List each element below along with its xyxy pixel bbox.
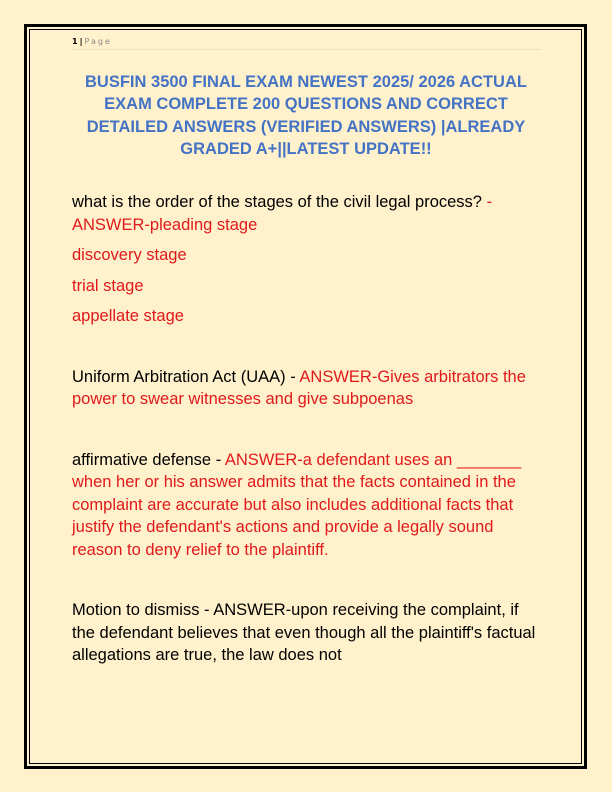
answer-separator: -: [481, 193, 493, 211]
answer-text: ANSWER-upon receiving the complaint, if the defendant believes that even though all the plaintiff's factual allegations are true, the law does not: [72, 601, 536, 664]
qa-item: [72, 449, 542, 562]
answer-line: discovery stage: [72, 246, 187, 264]
question-text: affirmative defense: [72, 450, 212, 469]
answer-line: appellate stage: [72, 307, 184, 325]
answer-line: trial stage: [72, 276, 144, 295]
answer-text: ANSWER-a defendant uses an _______ when her or his answer admits that the facts contained in the complaint are accurate but also includes additional facts that justify the defendant's actions and provide a legally sound reason to deny relief to the plaintiff.: [72, 450, 522, 559]
qa-item: [72, 599, 542, 667]
page-word: Page: [84, 37, 112, 46]
page-number: 1: [72, 37, 78, 46]
answer-separator: -: [199, 601, 214, 619]
page-header: [72, 36, 542, 50]
question-text: what is the order of the stages of the civil legal process?: [72, 193, 482, 211]
qa-item: [72, 191, 542, 328]
spacer: [72, 561, 542, 599]
answer-separator: -: [211, 450, 225, 469]
qa-item: [72, 366, 542, 411]
document-title: BUSFIN 3500 FINAL EXAM NEWEST 2025/ 2026 ACTUAL EXAM COMPLETE 200 QUESTIONS AND CORRECT DETAILED ANSWERS (VERIFIED ANSWERS) |ALREADY GRADED A+||LATEST UPDATE!!: [85, 73, 527, 158]
spacer: [72, 411, 542, 449]
answer-separator: -: [285, 367, 300, 386]
page-separator: |: [79, 37, 83, 46]
spacer: [72, 328, 542, 366]
document-body: [72, 191, 542, 667]
question-text: Motion to dismiss: [72, 601, 200, 619]
question-text: Uniform Arbitration Act (UAA): [72, 367, 286, 386]
answer-text: ANSWER-pleading stage: [72, 215, 258, 234]
answer-text: ANSWER-Gives arbitrators the power to swear witnesses and give subpoenas: [72, 367, 526, 408]
